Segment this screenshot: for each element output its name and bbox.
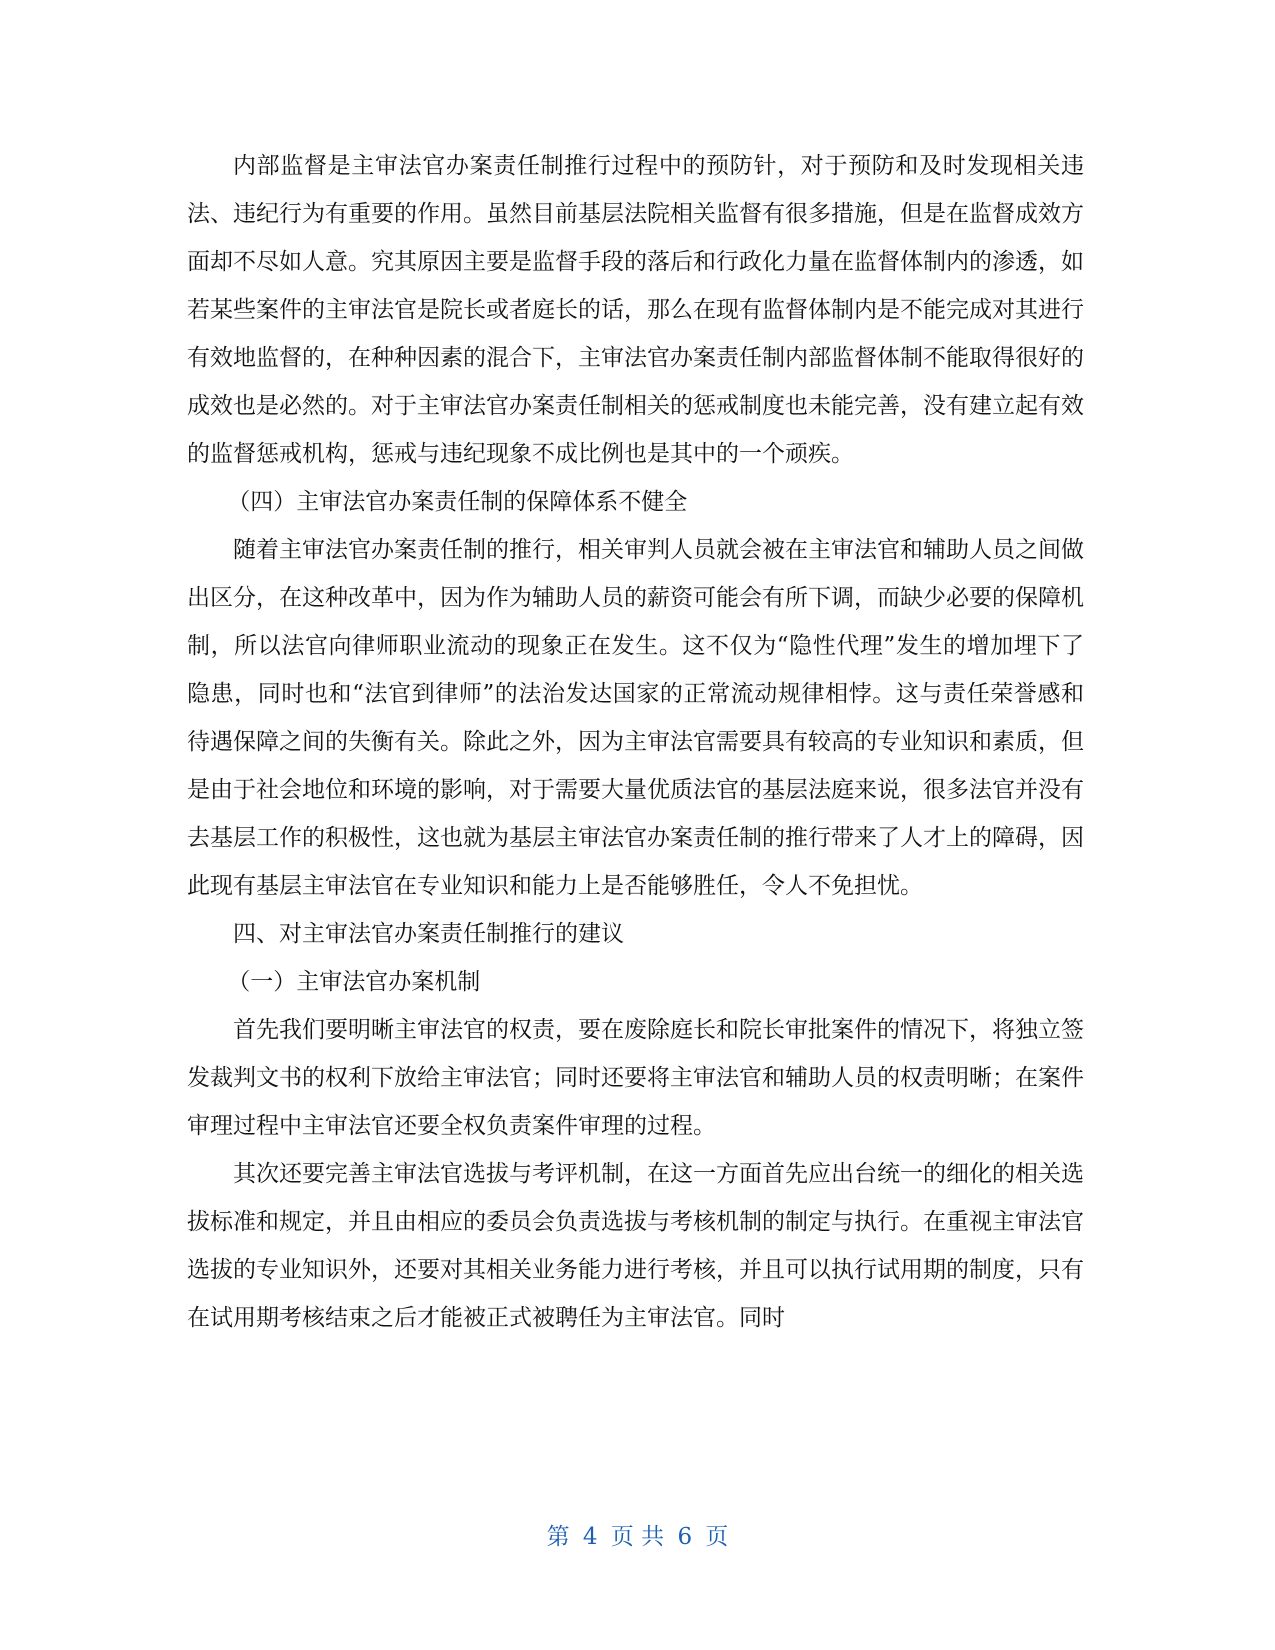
paragraph-clarify-responsibilities: 首先我们要明晰主审法官的权责，要在废除庭长和院长审批案件的情况下，将独立签发裁判文书的权利下放给主审法官；同时还要将主审法官和辅助人员的权责明晰；在案件审理过程中主审法官还要全权负责案件审理的过程。 (187, 1017, 1084, 1139)
paragraph-internal-supervision: 内部监督是主审法官办案责任制推行过程中的预防针，对于预防和及时发现相关违法、违纪行为有重要的作用。虽然目前基层法院相关监督有很多措施，但是在监督成效方面却不尽如人意。究其原因主要是监督手段的落后和行政化力量在监督体制内的渗透，如若某些案件的主审法官是院长或者庭长的话，那么在现有监督体制内是不能完成对其进行有效地监督的，在种种因素的混合下，主审法官办案责任制内部监督体制不能取得很好的成效也是必然的。对于主审法官办案责任制相关的惩戒制度也未能完善，没有建立起有效的监督惩戒机构，惩戒与违纪现象不成比例也是其中的一个顽疾。 (187, 153, 1084, 467)
document-body (187, 142, 1084, 1342)
section-heading-safeguard-system: （四）主审法官办案责任制的保障体系不健全 (227, 489, 688, 515)
footer-prefix: 第 (546, 1524, 570, 1550)
footer-suffix: 页 (705, 1524, 729, 1550)
footer-total-pages: 6 (677, 1524, 693, 1550)
page-footer (0, 1518, 1275, 1551)
footer-page-number: 4 (582, 1524, 598, 1550)
paragraph-safeguard-system: 随着主审法官办案责任制的推行，相关审判人员就会被在主审法官和辅助人员之间做出区分，在这种改革中，因为作为辅助人员的薪资可能会有所下调，而缺少必要的保障机制，所以法官向律师职业流动的现象正在发生。这不仅为“隐性代理”发生的增加埋下了隐患，同时也和“法官到律师”的法治发达国家的正常流动规律相悖。这与责任荣誉感和待遇保障之间的失衡有关。除此之外，因为主审法官需要具有较高的专业知识和素质，但是由于社会地位和环境的影响，对于需要大量优质法官的基层法庭来说，很多法官并没有去基层工作的积极性，这也就为基层主审法官办案责任制的推行带来了人才上的障碍，因此现有基层主审法官在专业知识和能力上是否能够胜任，令人不免担忧。 (187, 537, 1084, 899)
chapter-heading-suggestions: 四、对主审法官办案责任制推行的建议 (233, 921, 624, 947)
paragraph-selection-evaluation: 其次还要完善主审法官选拔与考评机制，在这一方面首先应出台统一的细化的相关选拔标准和规定，并且由相应的委员会负责选拔与考核机制的制定与执行。在重视主审法官选拔的专业知识外，还要对其相关业务能力进行考核，并且可以执行试用期的制度，只有在试用期考核结束之后才能被正式被聘任为主审法官。同时 (187, 1161, 1084, 1331)
footer-middle: 页 共 (610, 1524, 665, 1550)
section-heading-case-mechanism: （一）主审法官办案机制 (227, 969, 481, 995)
